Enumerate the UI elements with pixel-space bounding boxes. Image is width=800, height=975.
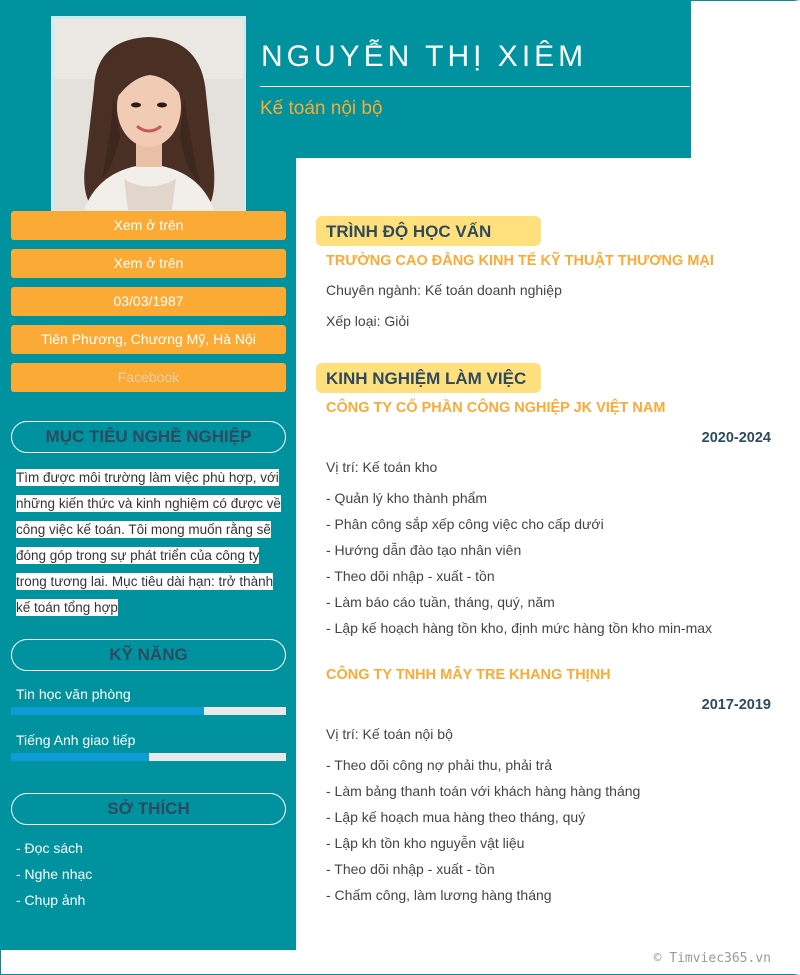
job-title: Kế toán nội bộ	[260, 98, 383, 119]
job-task: - Chấm công, làm lương hàng tháng	[326, 887, 552, 903]
school-name: TRƯỜNG CAO ĐẲNG KINH TẾ KỸ THUẬT THƯƠNG MẠI	[326, 253, 714, 269]
objective-text	[16, 465, 288, 621]
contact-facebook-link[interactable]: Facebook	[11, 363, 286, 392]
skills-heading: KỸ NĂNG	[11, 639, 286, 671]
job-task: - Lập kế hoạch hàng tồn kho, định mức hàng tồn kho min-max	[326, 620, 713, 636]
job-position: Vị trí: Kế toán nội bộ	[326, 726, 453, 742]
contact-birthday: 03/03/1987	[11, 287, 286, 316]
header	[246, 0, 691, 158]
education-grade: Xếp loại: Giỏi	[326, 313, 410, 329]
skill-bar	[11, 753, 286, 761]
skill-bar-fill	[11, 707, 204, 715]
job-task: - Làm báo cáo tuần, tháng, quý, năm	[326, 594, 555, 610]
company-name: CÔNG TY CỔ PHẦN CÔNG NGHIỆP JK VIỆT NAM	[326, 400, 666, 416]
job-task: - Lập kh tồn kho nguyễn vật liệu	[326, 835, 525, 851]
job-position: Vị trí: Kế toán kho	[326, 459, 438, 475]
candidate-name: NGUYỄN THỊ XIÊM	[261, 40, 588, 73]
education-major: Chuyên ngành: Kế toán doanh nghiệp	[326, 282, 562, 298]
education-heading: TRÌNH ĐỘ HỌC VẤN	[316, 216, 541, 246]
job-period: 2020-2024	[701, 430, 771, 446]
skill-label: Tiếng Anh giao tiếp	[16, 732, 136, 748]
skill-label: Tin học văn phòng	[16, 686, 131, 702]
contact-phone: Xem ở trên	[11, 211, 286, 240]
job-task: - Làm bảng thanh toán với khách hàng hàng tháng	[326, 783, 641, 799]
hobbies-heading: SỞ THÍCH	[11, 793, 286, 825]
company-name: CÔNG TY TNHH MÂY TRE KHANG THỊNH	[326, 667, 611, 683]
skill-bar-fill	[11, 753, 149, 761]
footer-credit: © Timviec365.vn	[653, 951, 771, 966]
job-task: - Phân công sắp xếp công việc cho cấp dưới	[326, 516, 604, 532]
profile-photo	[51, 16, 246, 213]
job-task: - Hướng dẫn đào tạo nhân viên	[326, 542, 522, 558]
skill-bar	[11, 707, 286, 715]
objective-text-content: Tìm được môi trường làm việc phù hợp, với những kiến thức và kinh nghiệm có được về công việc kế toán. Tôi mong muốn rằng sẽ đóng góp trong sự phát triển của công ty trong tương lai. Mục tiêu dài hạn: trở thành kế toán tổng hợp	[16, 470, 281, 615]
objective-heading: MỤC TIÊU NGHỀ NGHIỆP	[11, 421, 286, 453]
job-task: - Theo dõi nhập - xuất - tồn	[326, 861, 495, 877]
hobby-item: - Chụp ảnh	[16, 892, 86, 908]
job-period: 2017-2019	[701, 697, 771, 713]
header-divider	[260, 86, 690, 87]
contact-email: Xem ở trên	[11, 249, 286, 278]
hobby-item: - Đọc sách	[16, 840, 83, 856]
portrait-illustration	[54, 19, 243, 210]
experience-heading: KINH NGHIỆM LÀM VIỆC	[316, 363, 541, 393]
hobby-item: - Nghe nhạc	[16, 866, 93, 882]
contact-address: Tiên Phương, Chương Mỹ, Hà Nội	[11, 325, 286, 354]
job-task: - Lập kế hoạch mua hàng theo tháng, quý	[326, 809, 586, 825]
job-task: - Theo dõi nhập - xuất - tồn	[326, 568, 495, 584]
job-task: - Theo dõi công nợ phải thu, phải trả	[326, 757, 553, 773]
job-task: - Quản lý kho thành phẩm	[326, 490, 488, 506]
